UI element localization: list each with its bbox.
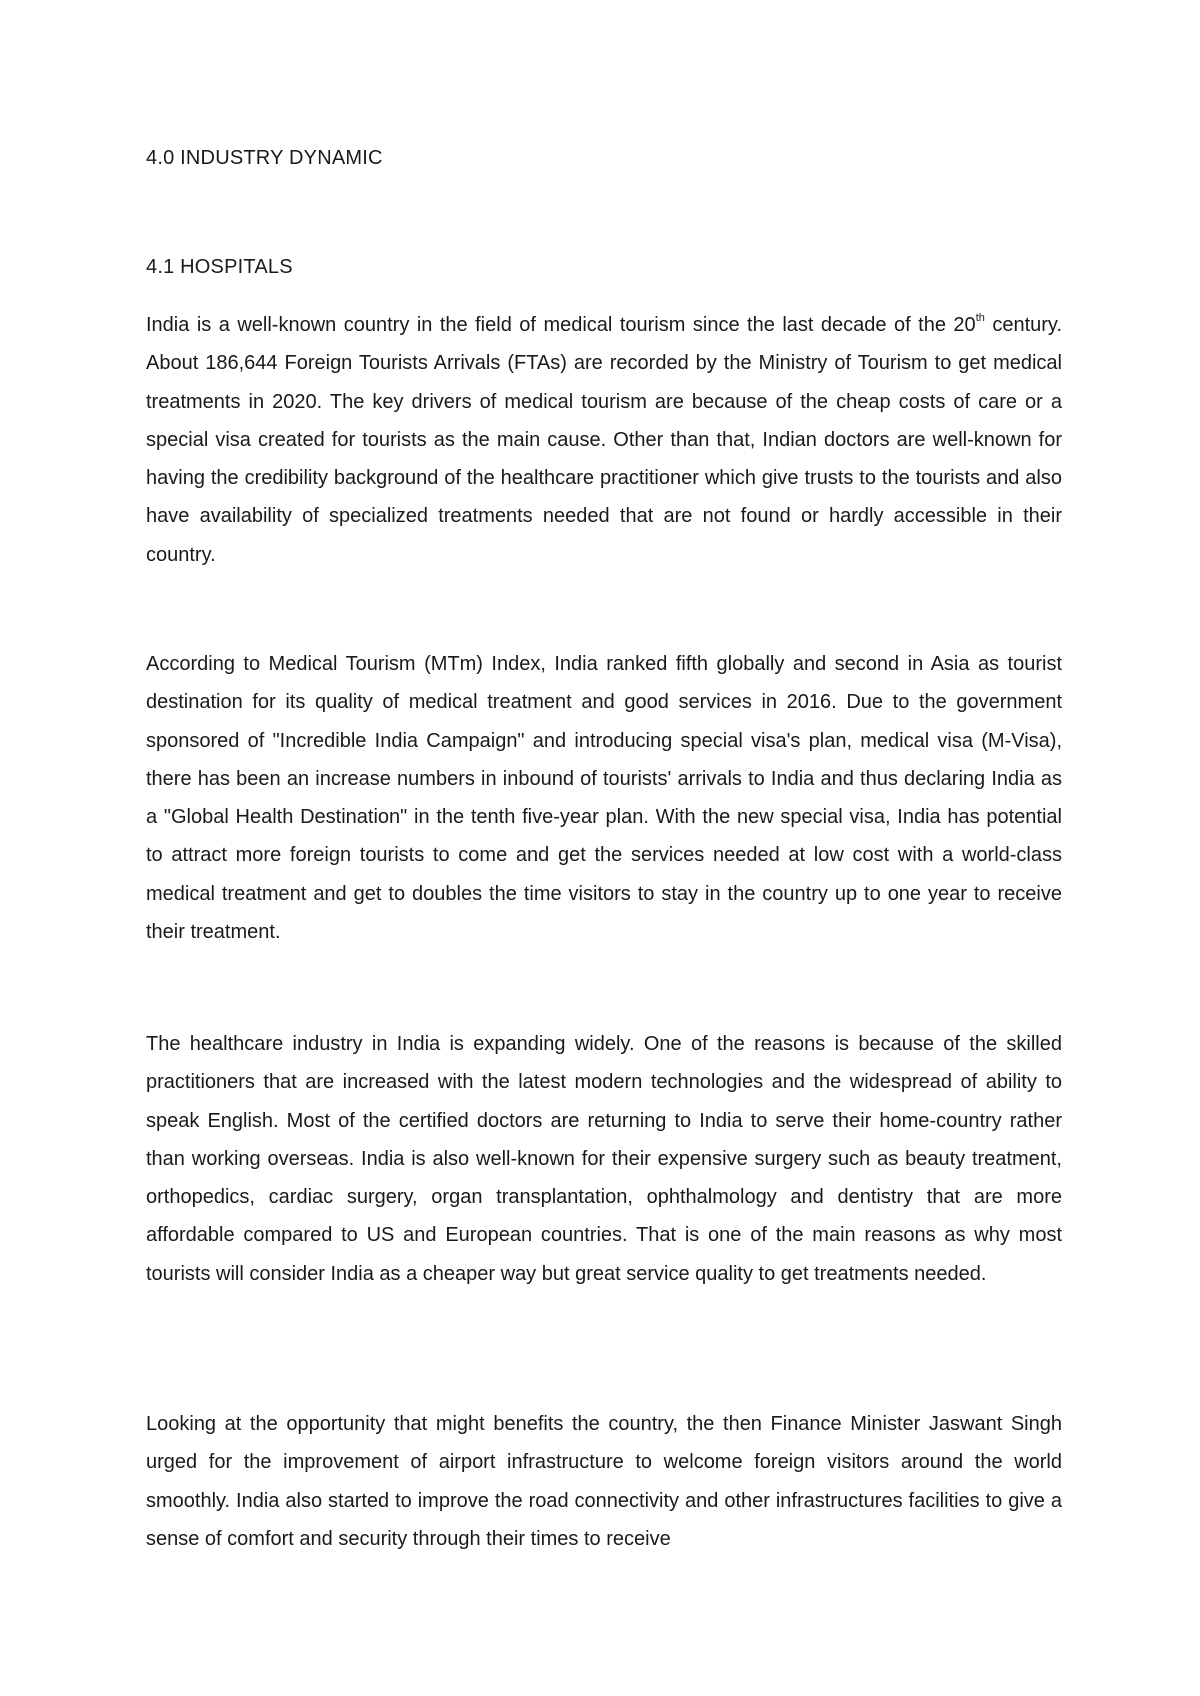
subsection-heading: 4.1 HOSPITALS: [146, 256, 293, 278]
paragraph-infrastructure: Looking at the opportunity that might benefits the country, the then Finance Minister Jaswant Singh urged for the improvement of airport infrastructure to welcome foreign visitors around the world smoothly. India also started to improve the road connectivity and other infrastructures facilities to give a sense of comfort and security through their times to receive: [146, 1413, 1062, 1550]
paragraph-healthcare-expansion: The healthcare industry in India is expanding widely. One of the reasons is because of the skilled practitioners that are increased with the latest modern technologies and the widespread of ability to speak English. Most of the certified doctors are returning to India to serve their home-country rather than working overseas. India is also well-known for their expensive surgery such as beauty treatment, orthopedics, cardiac surgery, organ transplantation, ophthalmology and dentistry that are more affordable compared to US and European countries. That is one of the main reasons as why most tourists will consider India as a cheaper way but great service quality to get treatments needed.: [146, 1033, 1062, 1285]
paragraph-mtm-index: According to Medical Tourism (MTm) Index, India ranked fifth globally and second in Asia as tourist destination for its quality of medical treatment and good services in 2016. Due to the government sponsored of "Incredible India Campaign" and introducing special visa's plan, medical visa (M-Visa), there has been an increase numbers in inbound of tourists' arrivals to India and thus declaring India as a "Global Health Destination" in the tenth five-year plan. With the new special visa, India has potential to attract more foreign tourists to come and get the services needed at low cost with a world-class medical treatment and get to doubles the time visitors to stay in the country up to one year to receive their treatment.: [146, 653, 1062, 944]
superscript-th: th: [975, 312, 985, 325]
paragraph-intro-text-start: India is a well-known country in the field of medical tourism since the last decade of the 20: [146, 314, 976, 336]
section-heading: 4.0 INDUSTRY DYNAMIC: [146, 147, 383, 169]
paragraph-intro: [146, 306, 1062, 574]
paragraph-intro-text-rest: century. About 186,644 Foreign Tourists Arrivals (FTAs) are recorded by the Ministry of Tourism to get medical treatments in 2020. The key drivers of medical tourism are because of the cheap costs of care or a special visa created for tourists as the main cause. Other than that, Indian doctors are well-known for having the credibility background of the healthcare practitioner which give trusts to the tourists and also have availability of specialized treatments needed that are not found or hardly accessible in their country.: [146, 314, 1063, 566]
